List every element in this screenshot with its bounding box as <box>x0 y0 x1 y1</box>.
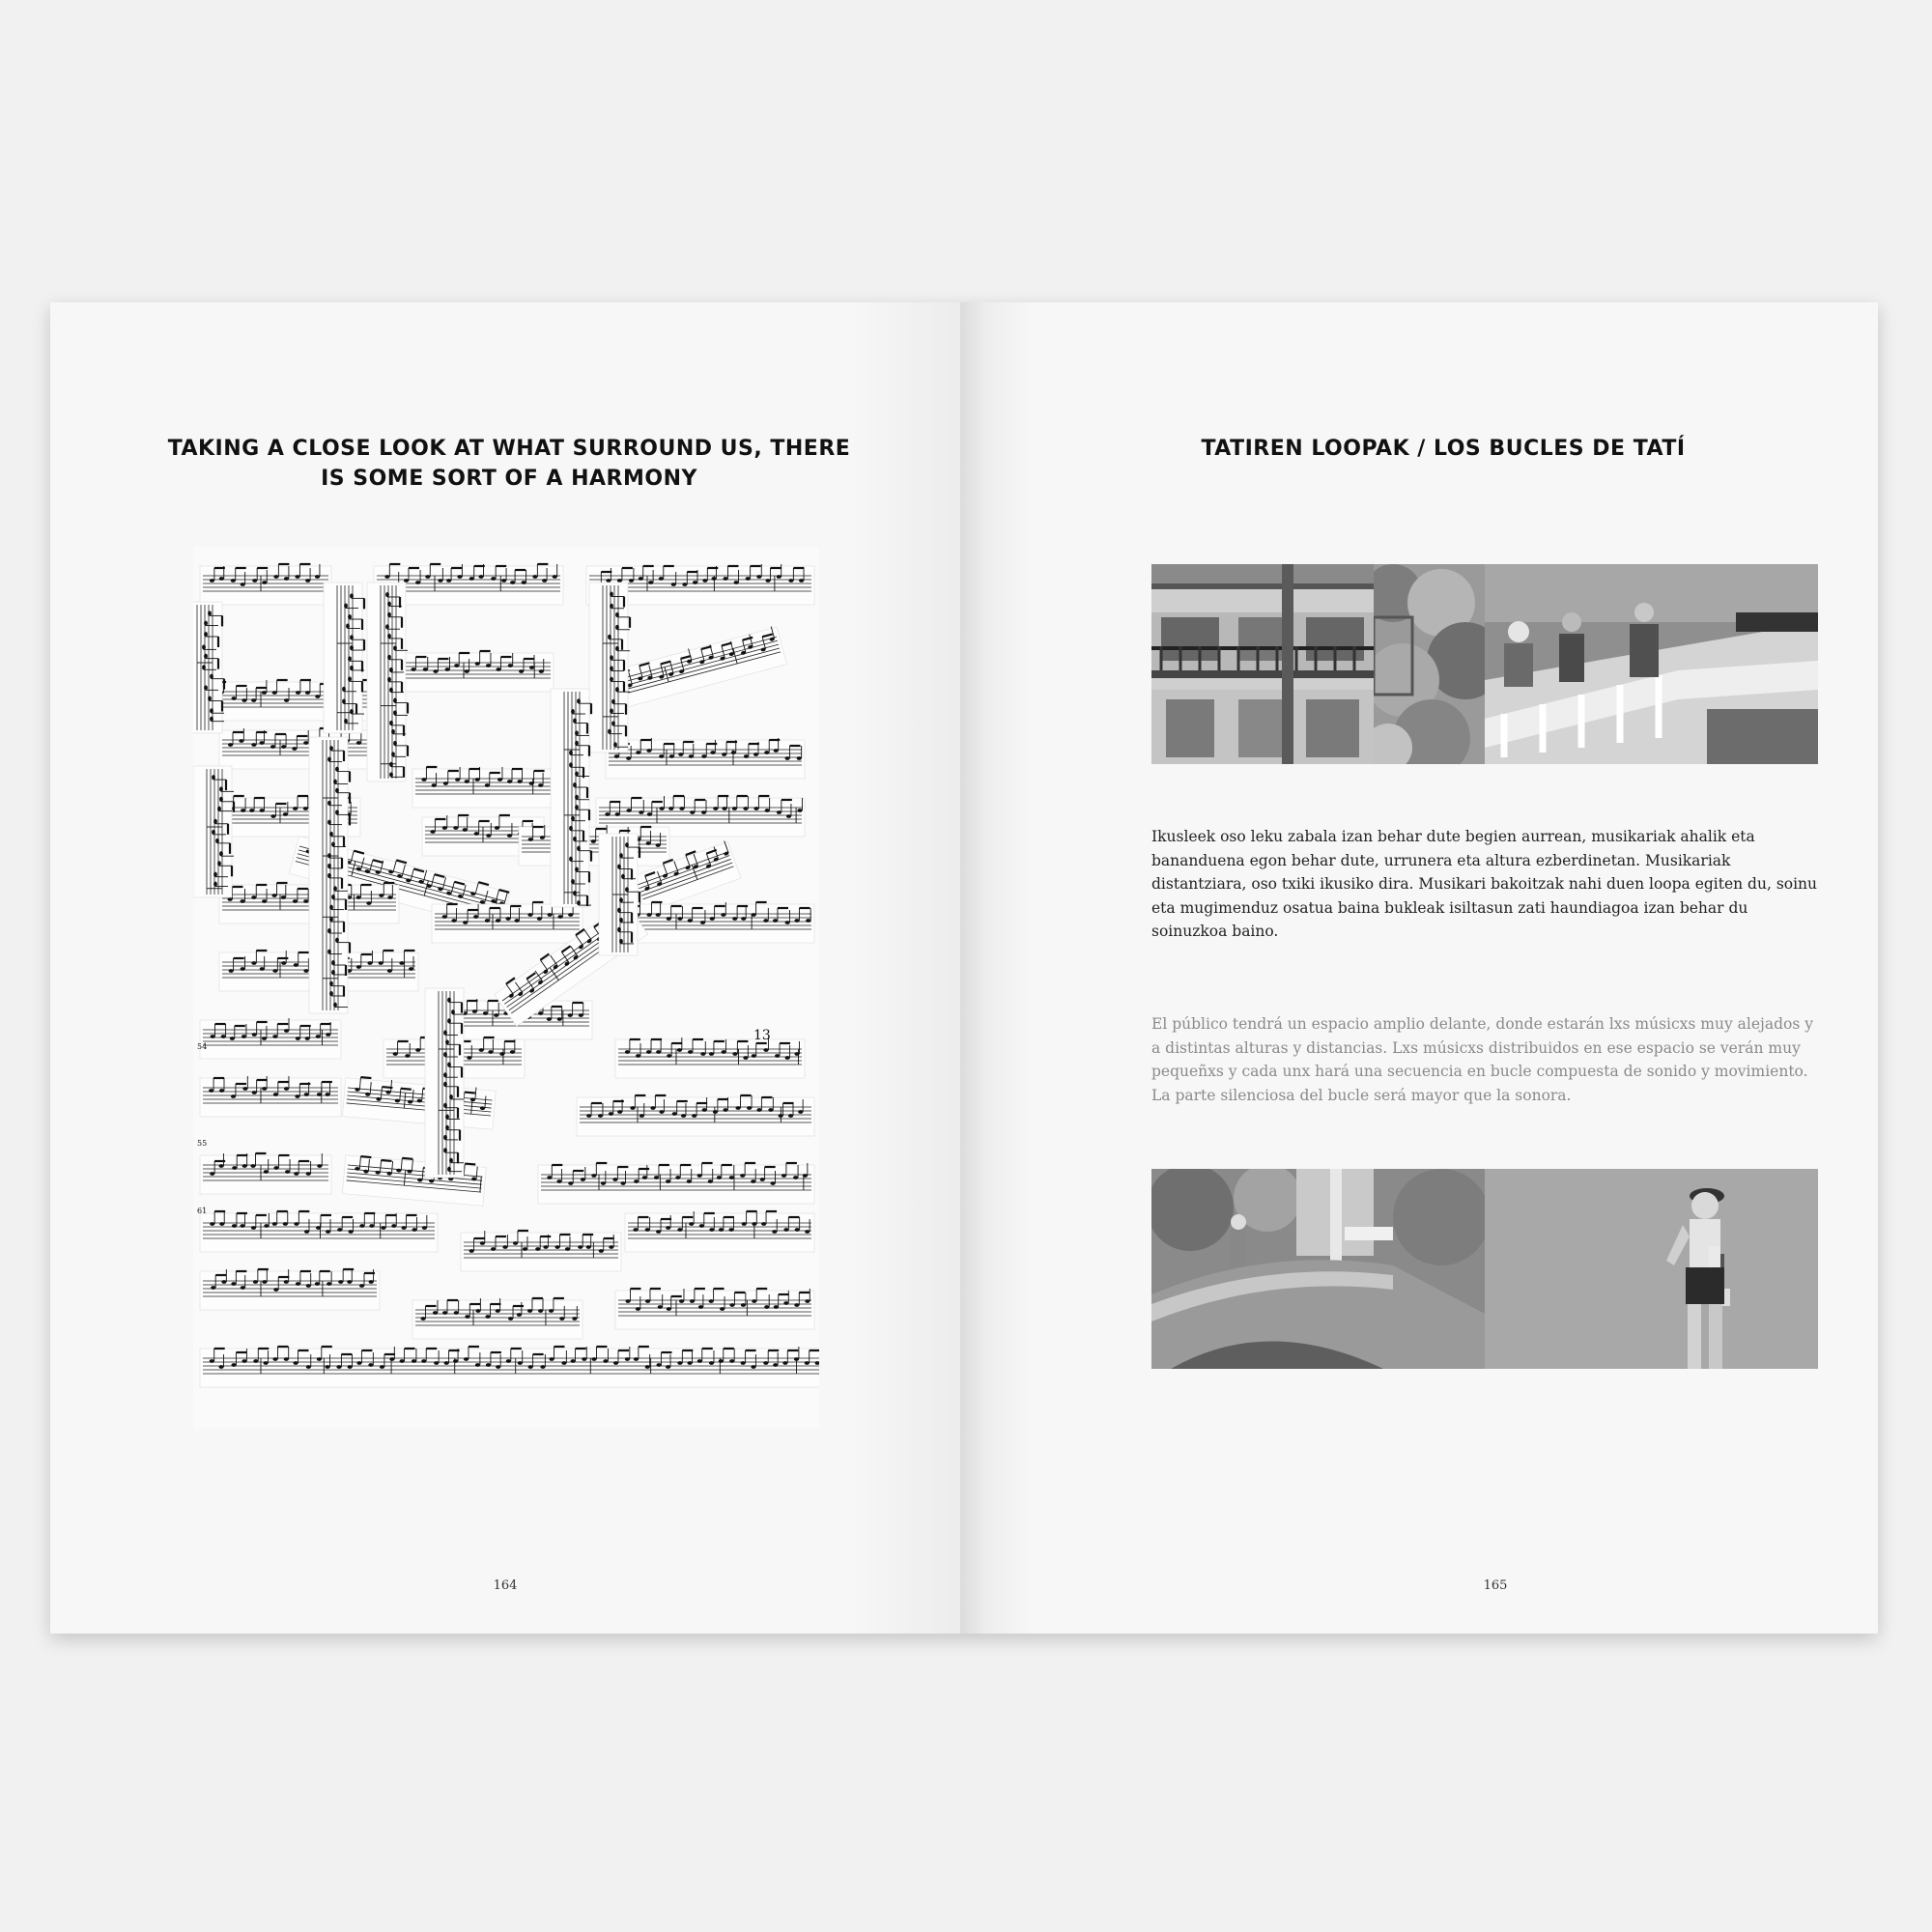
music-staff-strip <box>200 1076 341 1117</box>
music-staff-strip <box>324 582 364 733</box>
music-staff-strip <box>519 825 669 866</box>
music-staff-strip <box>367 582 408 781</box>
music-staff-strip <box>200 1269 380 1310</box>
music-staff-strip <box>403 651 554 692</box>
left-page-number: 164 <box>493 1578 518 1593</box>
music-staff-strip <box>200 1018 341 1059</box>
people-on-bridge-photo <box>1485 564 1818 764</box>
music-staff-strip <box>599 834 639 955</box>
music-staff-strip <box>615 902 814 943</box>
music-staff-strip <box>193 766 234 897</box>
music-staff-strip <box>309 737 350 1013</box>
music-staff-strip <box>200 1153 331 1194</box>
music-staff-strip <box>461 1231 621 1271</box>
building-balconies-photo <box>1151 564 1374 764</box>
music-staff-strip <box>625 1211 814 1252</box>
music-staff-strip <box>425 988 466 1178</box>
top-photo-strip <box>1151 564 1818 764</box>
measure-number-61: 61 <box>197 1207 208 1215</box>
music-staff-strip <box>551 689 591 907</box>
sheet-music-collage <box>193 547 819 1429</box>
paragraph-spanish: El público tendrá un espacio amplio delante, donde estarán lxs músicxs muy alejados y a distintas alturas y distancias. Lxs músicxs distribuidos en ese espacio se verán muy pequeñxs y cada unx hará una secuencia en bucle compuesta de sonido y movimiento. La parte silenciosa del bucle será mayor que la sonora. <box>1151 1015 1813 1104</box>
music-staff-strip <box>200 564 331 605</box>
paragraph-basque: Ikusleek oso leku zabala izan behar dute begien aurrean, musikariak ahalik eta bananduena egon behar dute, urrunera eta altura ezberdinetan. Musikariak distantziara, oso txiki ikusiko dira. Musikari bakoitzak nahi duen loopa egiten du, soinu eta mugimenduz osatua baina bukleak isiltasun zati haundiagoa izan behar du soinuzkoa baino. <box>1151 828 1818 940</box>
measure-number-54: 54 <box>197 1042 208 1051</box>
music-staff-strip <box>603 625 787 711</box>
measure-number-55: 55 <box>197 1139 208 1148</box>
left-page-title: TAKING A CLOSE LOOK AT WHAT SURROUND US, THERE IS SOME SORT OF A HARMONY <box>167 437 851 491</box>
music-staff-strip <box>606 738 805 779</box>
measure-number-13: 13 <box>753 1028 771 1043</box>
music-staff-strip <box>200 1347 819 1387</box>
music-staff-strip <box>615 1289 814 1329</box>
music-staff-strip <box>200 1211 438 1252</box>
right-page-title: TATIREN LOOPAK / LOS BUCLES DE TATÍ <box>1201 437 1686 461</box>
music-staff-strip <box>589 582 630 753</box>
book-spread <box>50 302 1878 1634</box>
music-staff-strip <box>193 602 224 733</box>
trumpet-player-photo <box>1485 1169 1818 1369</box>
trees-photo <box>1374 564 1485 764</box>
stone-bridge-photo <box>1151 1169 1485 1369</box>
right-page <box>960 302 1878 1634</box>
bottom-photo-strip <box>1151 1169 1818 1369</box>
music-staff-strip <box>342 1076 496 1129</box>
music-staff-strip <box>412 1298 582 1339</box>
music-staff-strip <box>615 1037 805 1078</box>
right-page-number: 165 <box>1483 1578 1508 1593</box>
music-staff-strip <box>538 1163 814 1204</box>
music-staff-strip <box>342 1153 486 1207</box>
left-page <box>50 302 960 1634</box>
music-staff-strip <box>577 1095 814 1136</box>
music-staff-strip <box>432 902 582 943</box>
